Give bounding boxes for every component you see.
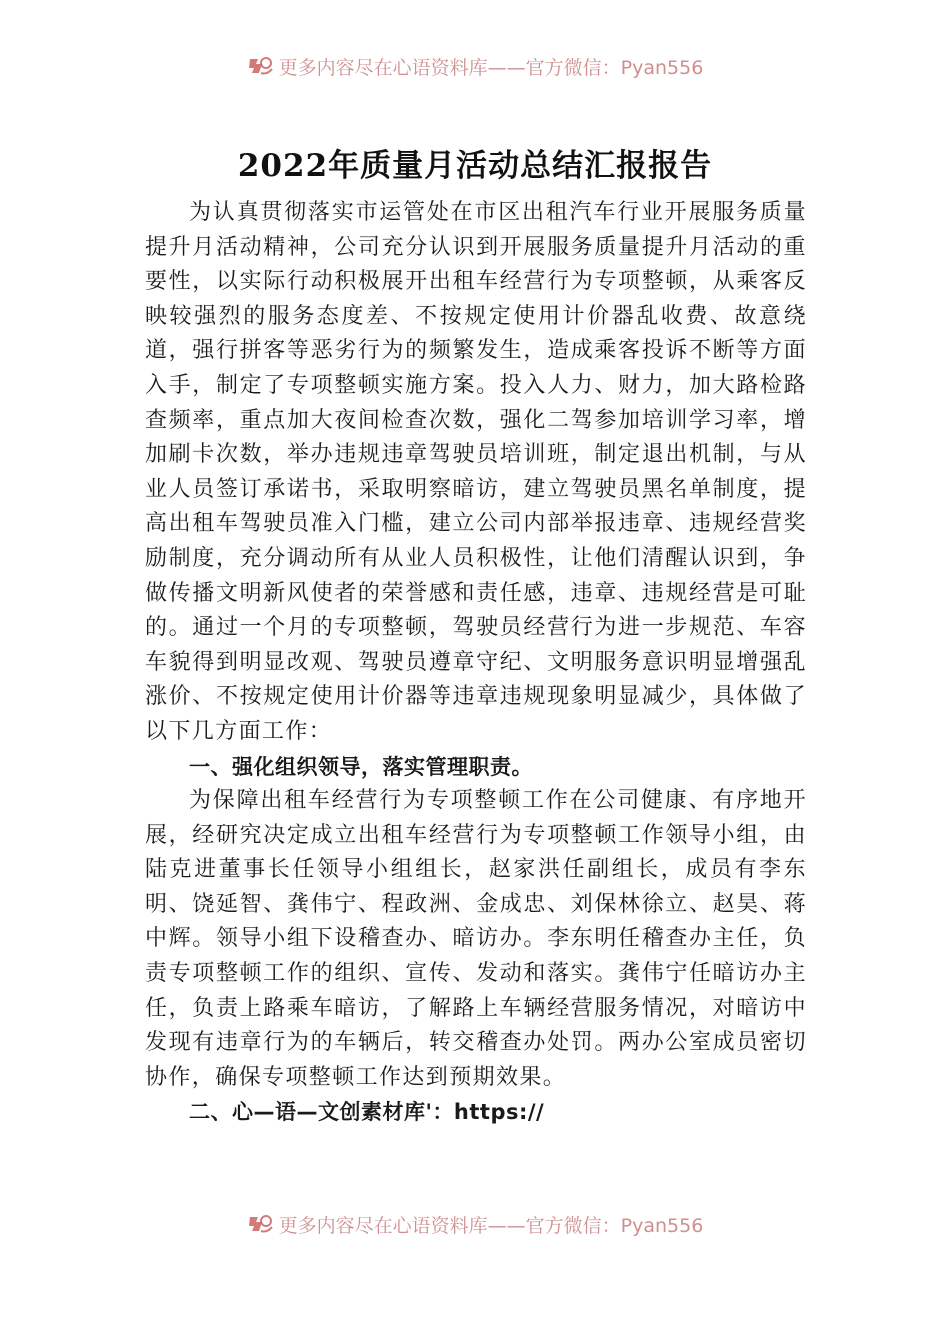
section-1-paragraph: 为保障出租车经营行为专项整顿工作在公司健康、有序地开展，经研究决定成立出租车经营行为专项整顿工作领导小组，由陆克进董事长任领导小组组长，赵家洪任副组长，成员有李东明、饶延智、龚伟宁、程政洲、金成忠、刘保林徐立、赵昊、蒋中辉。领导小组下设稽查办、暗访办。李东明任稽查办主任，负责专项整顿工作的组织、宣传、发动和落实。龚伟宁任暗访办主任，负责上路乘车暗访，了解路上车辆经营服务情况，对暗访中发现有违章行为的车辆后，转交稽查办处罚。两办公室成员密切协作，确保专项整顿工作达到预期效果。 <box>145 788 807 1090</box>
section-2-heading: 二、心—语—文创素材库'：https:// <box>189 1100 545 1125</box>
brand-logo-icon <box>247 1213 273 1235</box>
document-body <box>145 196 807 1130</box>
watermark-text: 更多内容尽在心语资料库——官方微信：Pyan556 <box>278 56 704 79</box>
footer-watermark <box>0 1210 950 1238</box>
document-title: 2022年质量月活动总结汇报报告 <box>237 148 713 184</box>
watermark-text: 更多内容尽在心语资料库——官方微信：Pyan556 <box>278 1214 704 1237</box>
section-1-heading: 一、强化组织领导，落实管理职责。 <box>189 754 533 779</box>
intro-paragraph: 为认真贯彻落实市运管处在市区出租汽车行业开展服务质量提升月活动精神，公司充分认识到开展服务质量提升月活动的重要性，以实际行动积极展开出租车经营行为专项整顿，从乘客反映较强烈的服务态度差、不按规定使用计价器乱收费、故意绕道，强行拼客等恶劣行为的频繁发生，造成乘客投诉不断等方面入手，制定了专项整顿实施方案。投入人力、财力，加大路检路查频率，重点加大夜间检查次数，强化二驾参加培训学习率，增加刷卡次数，举办违规违章驾驶员培训班，制定退出机制，与从业人员签订承诺书，采取明察暗访，建立驾驶员黑名单制度，提高出租车驾驶员准入门槛，建立公司内部举报违章、违规经营奖励制度，充分调动所有从业人员积极性，让他们清醒认识到，争做传播文明新风使者的荣誉感和责任感，违章、违规经营是可耻的。通过一个月的专项整顿，驾驶员经营行为进一步规范、车容车貌得到明显改观、驾驶员遵章守纪、文明服务意识明显增强乱涨价、不按规定使用计价器等违章违规现象明显减少，具体做了以下几方面工作： <box>145 200 807 744</box>
header-watermark <box>0 52 950 80</box>
brand-logo-icon <box>247 55 273 77</box>
